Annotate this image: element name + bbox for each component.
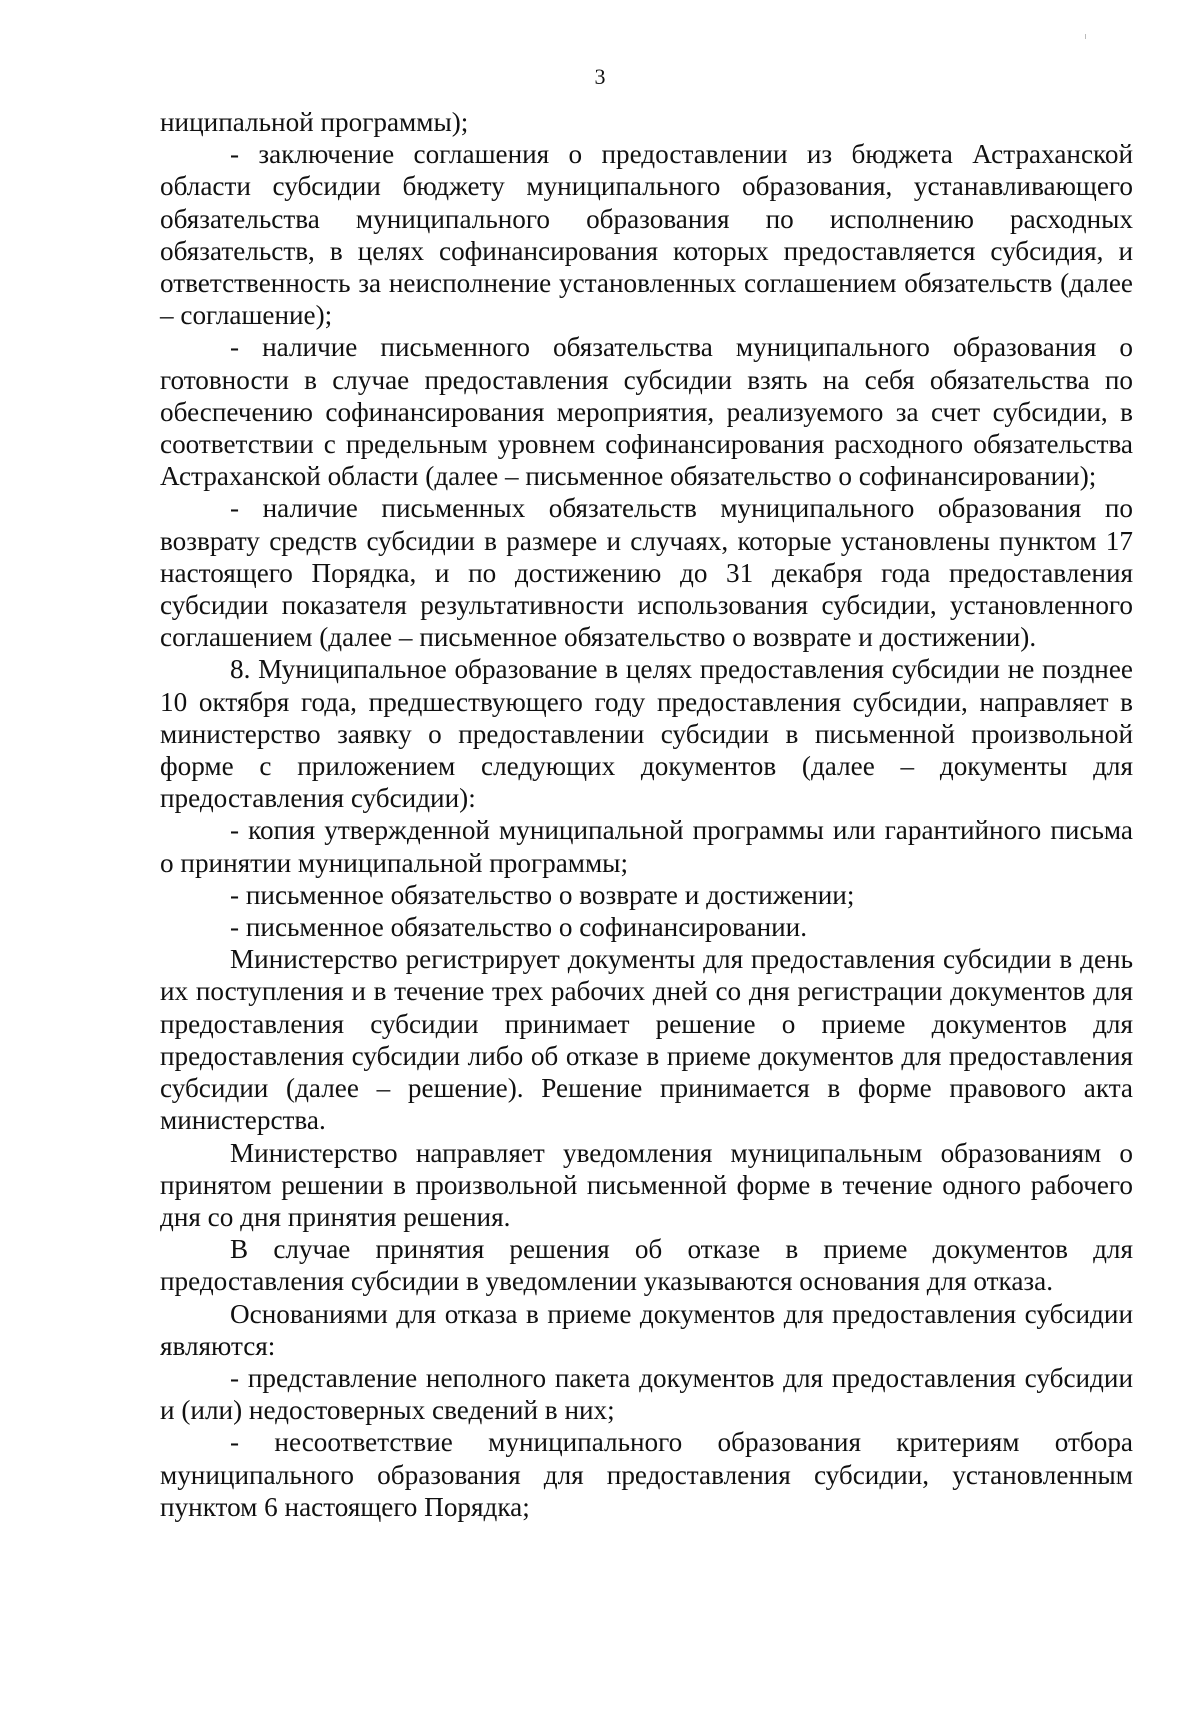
paragraph-dash-item: - копия утвержденной муниципальной программы или гарантийного письма о принятии муниципальной программы; — [160, 815, 1133, 878]
paragraph: Министерство регистрирует документы для предоставления субсидии в день их поступления и в течение трех рабочих дней со дня регистрации документов для предоставления субсидии принимает решение о приеме документов для предоставления субсидии либо об отказе в приеме документов для предоставления субсидии (далее – решение). Решение принимается в форме правового акта министерства. — [160, 944, 1133, 1136]
paragraph-dash-item: - несоответствие муниципального образования критериям отбора муниципального образования для предоставления субсидии, установленным пунктом 6 настоящего Порядка; — [160, 1427, 1133, 1522]
paragraph: Основаниями для отказа в приеме документов для предоставления субсидии являются: — [160, 1298, 1133, 1361]
paragraph: В случае принятия решения об отказе в приеме документов для предоставления субсидии в уведомлении указываются основания для отказа. — [160, 1234, 1133, 1297]
paragraph-continuation: ниципальной программы); — [160, 107, 469, 137]
paragraph-dash-item: - наличие письменного обязательства муниципального образования о готовности в случае предоставления субсидии взять на себя обязательства по обеспечению софинансирования мероприятия, реализуемого за счет субсидии, в соответствии с предельным уровнем софинансирования расходного обязательства Астраханской области (далее – письменное обязательство о софинансировании); — [160, 332, 1133, 492]
scan-mark — [1085, 34, 1086, 39]
paragraph-dash-item: - представление неполного пакета документов для предоставления субсидии и (или) недостоверных сведений в них; — [160, 1362, 1133, 1426]
paragraph-dash-item: - наличие письменных обязательств муниципального образования по возврату средств субсидии в размере и случаях, которые установлены пунктом 17 настоящего Порядка, и по достижению до 31 декабря года предоставления субсидии показателя результативности использования субсидии, установленного соглашением (далее – письменное обязательство о возврате и достижении). — [160, 493, 1133, 653]
paragraph-dash-item: - письменное обязательство о софинансировании. — [230, 912, 808, 943]
paragraph-numbered-clause: 8. Муниципальное образование в целях предоставления субсидии не позднее 10 октября года, предшествующего году предоставления субсидии, направляет в министерство заявку о предоставлении субсидии в письменной произвольной форме с приложением следующих документов (далее – документы для предоставления субсидии): — [160, 654, 1133, 814]
paragraph-dash-item: - письменное обязательство о возврате и достижении; — [230, 879, 855, 910]
page-number: 3 — [594, 64, 606, 89]
paragraph: Министерство направляет уведомления муниципальным образованиям о принятом решении в произвольной письменной форме в течение одного рабочего дня со дня принятия решения. — [160, 1137, 1133, 1232]
paragraph-dash-item: - заключение соглашения о предоставлении из бюджета Астраханской области субсидии бюджету муниципального образования, устанавливающего обязательства муниципального образования по исполнению расходных обязательств, в целях софинансирования которых предоставляется субсидия, и ответственность за неисполнение установленных соглашением обязательств (далее – соглашение); — [160, 139, 1133, 331]
document-body — [160, 106, 1133, 1523]
